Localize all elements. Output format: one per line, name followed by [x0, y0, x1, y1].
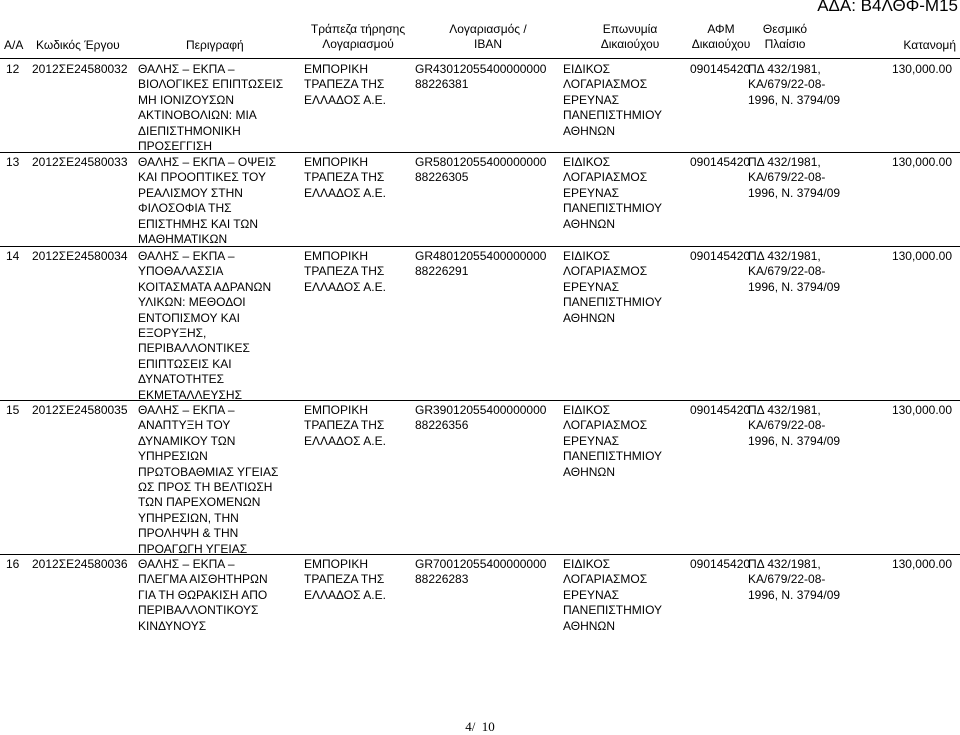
row-allocation: 130,000.00 — [891, 557, 952, 571]
row-bank: ΕΜΠΟΡΙΚΗ ΤΡΑΠΕΖΑ ΤΗΣ ΕΛΛΑΔΟΣ Α.Ε. — [304, 62, 386, 107]
row-legal-framework: ΠΔ 432/1981, ΚΑ/679/22-08- 1996, Ν. 3794/09 — [748, 155, 841, 200]
row-description: ΘΑΛΗΣ – ΕΚΠΑ – ΥΠΟΘΑΛΑΣΣΙΑ ΚΟΙΤΑΣΜΑΤΑ ΑΔΡΑΝΩΝ ΥΛΙΚΩΝ: ΜΕΘΟΔΟΙ ΕΝΤΟΠΙΣΜΟΥ ΚΑΙ ΕΞΟΡΥΞΗΣ, ΠΕΡΙΒΑΛΛΟΝΤΙΚΕΣ ΕΠΙΠΤΩΣΕΙΣ ΚΑΙ ΔΥΝΑΤΟΤΗΤΕΣ ΕΚΜΕΤΑΛΛΕΥΣΗΣ — [138, 249, 272, 402]
row-bank: ΕΜΠΟΡΙΚΗ ΤΡΑΠΕΖΑ ΤΗΣ ΕΛΛΑΔΟΣ Α.Ε. — [304, 557, 386, 602]
row-aa: 14 — [6, 249, 20, 263]
header-bank: Τράπεζα τήρησης Λογαριασμού — [310, 22, 406, 51]
row-aa: 12 — [6, 62, 20, 76]
table-row — [0, 152, 960, 247]
table-row — [0, 554, 960, 635]
row-afm: 090145420 — [690, 62, 751, 76]
header-aa: Α/Α — [4, 38, 24, 52]
row-project-code: 2012ΣΕ24580036 — [32, 557, 128, 571]
row-aa: 13 — [6, 155, 20, 169]
row-iban: GR70012055400000000 88226283 — [415, 557, 547, 587]
row-description: ΘΑΛΗΣ – ΕΚΠΑ – ΠΛΕΓΜΑ ΑΙΣΘΗΤΗΡΩΝ ΓΙΑ ΤΗ ΘΩΡΑΚΙΣΗ ΑΠΟ ΠΕΡΙΒΑΛΛΟΝΤΙΚΟΥΣ ΚΙΝΔΥΝΟΥΣ — [138, 557, 268, 633]
row-afm: 090145420 — [690, 557, 751, 571]
row-project-code: 2012ΣΕ24580032 — [32, 62, 128, 76]
row-description: ΘΑΛΗΣ – ΕΚΠΑ – ΑΝΑΠΤΥΞΗ ΤΟΥ ΔΥΝΑΜΙΚΟΥ ΤΩΝ ΥΠΗΡΕΣΙΩΝ ΠΡΩΤΟΒΑΘΜΙΑΣ ΥΓΕΙΑΣ ΩΣ ΠΡΟΣ ΤΗ ΒΕΛΤΙΩΣΗ ΤΩΝ ΠΑΡΕΧΟΜΕΝΩΝ ΥΠΗΡΕΣΙΩΝ, ΤΗΝ ΠΡΟΛΗΨΗ & ΤΗΝ ΠΡΟΑΓΩΓΗ ΥΓΕΙΑΣ — [138, 403, 279, 556]
table-header — [0, 0, 960, 59]
row-afm: 090145420 — [690, 155, 751, 169]
header-allocation: Κατανομή — [903, 38, 956, 52]
page-number: 4/ 10 — [465, 719, 495, 734]
row-project-code: 2012ΣΕ24580035 — [32, 403, 128, 417]
header-iban: Λογαριασμός / IBAN — [449, 22, 527, 51]
document-code: ΑΔΑ: Β4ΛΘΦ-Μ15 — [817, 0, 958, 15]
row-aa: 15 — [6, 403, 20, 417]
row-legal-framework: ΠΔ 432/1981, ΚΑ/679/22-08- 1996, Ν. 3794/09 — [748, 403, 841, 448]
row-legal-framework: ΠΔ 432/1981, ΚΑ/679/22-08- 1996, Ν. 3794/09 — [748, 62, 841, 107]
row-legal-framework: ΠΔ 432/1981, ΚΑ/679/22-08- 1996, Ν. 3794/09 — [748, 249, 841, 294]
header-description: Περιγραφή — [186, 38, 244, 52]
table-row — [0, 246, 960, 401]
header-afm: ΑΦΜ Δικαιούχου — [691, 22, 751, 51]
row-bank: ΕΜΠΟΡΙΚΗ ΤΡΑΠΕΖΑ ΤΗΣ ΕΛΛΑΔΟΣ Α.Ε. — [304, 403, 386, 448]
row-iban: GR43012055400000000 88226381 — [415, 62, 547, 92]
row-iban: GR58012055400000000 88226305 — [415, 155, 547, 185]
row-bank: ΕΜΠΟΡΙΚΗ ΤΡΑΠΕΖΑ ΤΗΣ ΕΛΛΑΔΟΣ Α.Ε. — [304, 155, 386, 200]
row-iban: GR48012055400000000 88226291 — [415, 249, 547, 279]
header-code: Κωδικός Έργου — [36, 38, 120, 52]
row-afm: 090145420 — [690, 249, 751, 263]
row-beneficiary-name: ΕΙΔΙΚΟΣ ΛΟΓΑΡΙΑΣΜΟΣ ΕΡΕΥΝΑΣ ΠΑΝΕΠΙΣΤΗΜΙΟΥ ΑΘΗΝΩΝ — [563, 557, 663, 633]
row-project-code: 2012ΣΕ24580034 — [32, 249, 128, 263]
row-beneficiary-name: ΕΙΔΙΚΟΣ ΛΟΓΑΡΙΑΣΜΟΣ ΕΡΕΥΝΑΣ ΠΑΝΕΠΙΣΤΗΜΙΟΥ ΑΘΗΝΩΝ — [563, 155, 663, 231]
row-aa: 16 — [6, 557, 20, 571]
row-afm: 090145420 — [690, 403, 751, 417]
row-allocation: 130,000.00 — [891, 403, 952, 417]
row-legal-framework: ΠΔ 432/1981, ΚΑ/679/22-08- 1996, Ν. 3794/09 — [748, 557, 841, 602]
row-beneficiary-name: ΕΙΔΙΚΟΣ ΛΟΓΑΡΙΑΣΜΟΣ ΕΡΕΥΝΑΣ ΠΑΝΕΠΙΣΤΗΜΙΟΥ ΑΘΗΝΩΝ — [563, 62, 663, 138]
table-row — [0, 58, 960, 153]
row-bank: ΕΜΠΟΡΙΚΗ ΤΡΑΠΕΖΑ ΤΗΣ ΕΛΛΑΔΟΣ Α.Ε. — [304, 249, 386, 294]
row-iban: GR39012055400000000 88226356 — [415, 403, 547, 433]
table-row — [0, 400, 960, 555]
row-allocation: 130,000.00 — [891, 249, 952, 263]
row-description: ΘΑΛΗΣ – ΕΚΠΑ – ΟΨΕΙΣ ΚΑΙ ΠΡΟΟΠΤΙΚΕΣ ΤΟΥ ΡΕΑΛΙΣΜΟΥ ΣΤΗΝ ΦΙΛΟΣΟΦΙΑ ΤΗΣ ΕΠΙΣΤΗΜΗΣ ΚΑΙ ΤΩΝ ΜΑΘΗΜΑΤΙΚΩΝ — [138, 155, 277, 247]
row-beneficiary-name: ΕΙΔΙΚΟΣ ΛΟΓΑΡΙΑΣΜΟΣ ΕΡΕΥΝΑΣ ΠΑΝΕΠΙΣΤΗΜΙΟΥ ΑΘΗΝΩΝ — [563, 249, 663, 325]
row-beneficiary-name: ΕΙΔΙΚΟΣ ΛΟΓΑΡΙΑΣΜΟΣ ΕΡΕΥΝΑΣ ΠΑΝΕΠΙΣΤΗΜΙΟΥ ΑΘΗΝΩΝ — [563, 403, 663, 479]
row-allocation: 130,000.00 — [891, 62, 952, 76]
header-beneficiary-name: Επωνυμία Δικαιούχου — [600, 22, 660, 51]
row-description: ΘΑΛΗΣ – ΕΚΠΑ – ΒΙΟΛΟΓΙΚΕΣ ΕΠΙΠΤΩΣΕΙΣ ΜΗ ΙΟΝΙΖΟΥΣΩΝ ΑΚΤΙΝΟΒΟΛΙΩΝ: ΜΙΑ ΔΙΕΠΙΣΤΗΜΟΝΙΚΗ ΠΡΟΣΕΓΓΙΣΗ — [138, 62, 284, 154]
row-project-code: 2012ΣΕ24580033 — [32, 155, 128, 169]
row-allocation: 130,000.00 — [891, 155, 952, 169]
header-legal-framework: Θεσμικό Πλαίσιο — [762, 22, 808, 51]
